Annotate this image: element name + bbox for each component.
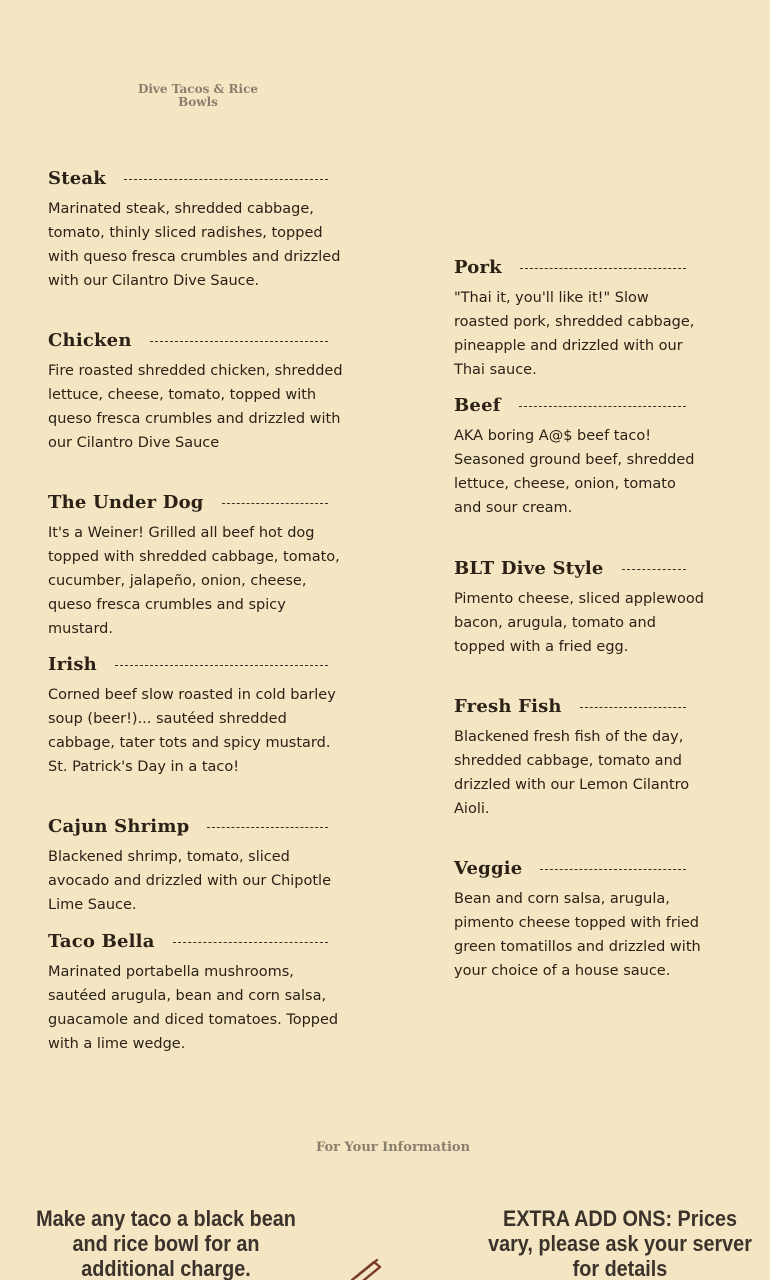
dotted-leader (520, 268, 686, 269)
item-name: Beef (454, 394, 501, 416)
dotted-leader (580, 707, 686, 708)
dotted-leader (173, 942, 328, 943)
dotted-leader (222, 503, 328, 504)
menu-item-chicken (48, 327, 348, 455)
item-description: Bean and corn salsa, arugula, pimento cheese topped with fried green tomatillos and drizzled with your choice of a house sauce. (454, 891, 701, 979)
menu-item-pork (454, 254, 704, 382)
item-name: Steak (48, 167, 106, 189)
item-description: Blackened fresh fish of the day, shredded cabbage, tomato and drizzled with our Lemon Cilantro Aioli. (454, 729, 690, 817)
item-description: Blackened shrimp, tomato, sliced avocado and drizzled with our Chipotle Lime Sauce. (48, 849, 332, 913)
menu-item-taco-bella (48, 928, 348, 1056)
dotted-leader (519, 406, 686, 407)
item-name: Cajun Shrimp (48, 815, 190, 837)
item-description: AKA boring A@$ beef taco! Seasoned ground beef, shredded lettuce, cheese, onion, tomato and sour cream. (454, 428, 695, 516)
dotted-leader (540, 869, 686, 870)
bowl-note: Make any taco a black bean and rice bowl for an additional charge. (36, 1206, 296, 1280)
item-description: "Thai it, you'll like it!" Slow roasted pork, shredded cabbage, pineapple and drizzled with our Thai sauce. (454, 290, 695, 378)
menu-item-under-dog (48, 489, 348, 641)
item-name: The Under Dog (48, 491, 204, 513)
item-name: Fresh Fish (454, 695, 562, 717)
menu-item-beef (454, 392, 704, 520)
dotted-leader (150, 341, 328, 342)
menu-item-blt-dive-style (454, 555, 704, 659)
add-ons-note: EXTRA ADD ONS: Prices vary, please ask your server for details (488, 1206, 752, 1280)
pencil-icon (348, 1258, 384, 1280)
item-description: Corned beef slow roasted in cold barley soup (beer!)... sautéed shredded cabbage, tater tots and spicy mustard. St. Patrick's Day in a taco! (48, 687, 336, 775)
info-heading: For Your Information (315, 1140, 471, 1155)
item-description: Marinated steak, shredded cabbage, tomato, thinly sliced radishes, topped with queso fresca crumbles and drizzled with our Cilantro Dive Sauce. (48, 201, 341, 289)
item-name: Pork (454, 256, 502, 278)
item-description: Pimento cheese, sliced applewood bacon, arugula, tomato and topped with a fried egg. (454, 591, 704, 655)
dotted-leader (124, 179, 328, 180)
dotted-leader (622, 569, 686, 570)
menu-item-veggie (454, 855, 704, 983)
menu-item-fresh-fish (454, 693, 704, 821)
dotted-leader (115, 665, 328, 666)
item-description: Marinated portabella mushrooms, sautéed arugula, bean and corn salsa, guacamole and diced tomatoes. Topped with a lime wedge. (48, 964, 339, 1052)
item-name: BLT Dive Style (454, 557, 604, 579)
dotted-leader (207, 827, 328, 828)
item-description: It's a Weiner! Grilled all beef hot dog topped with shredded cabbage, tomato, cucumber, jalapeño, onion, cheese, queso fresca crumbles and spicy mustard. (48, 525, 340, 637)
menu-item-irish (48, 651, 348, 779)
item-description: Fire roasted shredded chicken, shredded lettuce, cheese, tomato, topped with queso fresca crumbles and drizzled with our Cilantro Dive Sauce (48, 363, 343, 451)
item-name: Taco Bella (48, 930, 155, 952)
item-name: Chicken (48, 329, 132, 351)
menu-item-cajun-shrimp (48, 813, 348, 917)
menu-item-steak (48, 165, 348, 293)
site-title: Dive Tacos & Rice Bowls (137, 82, 259, 109)
item-name: Irish (48, 653, 97, 675)
item-name: Veggie (454, 857, 523, 879)
